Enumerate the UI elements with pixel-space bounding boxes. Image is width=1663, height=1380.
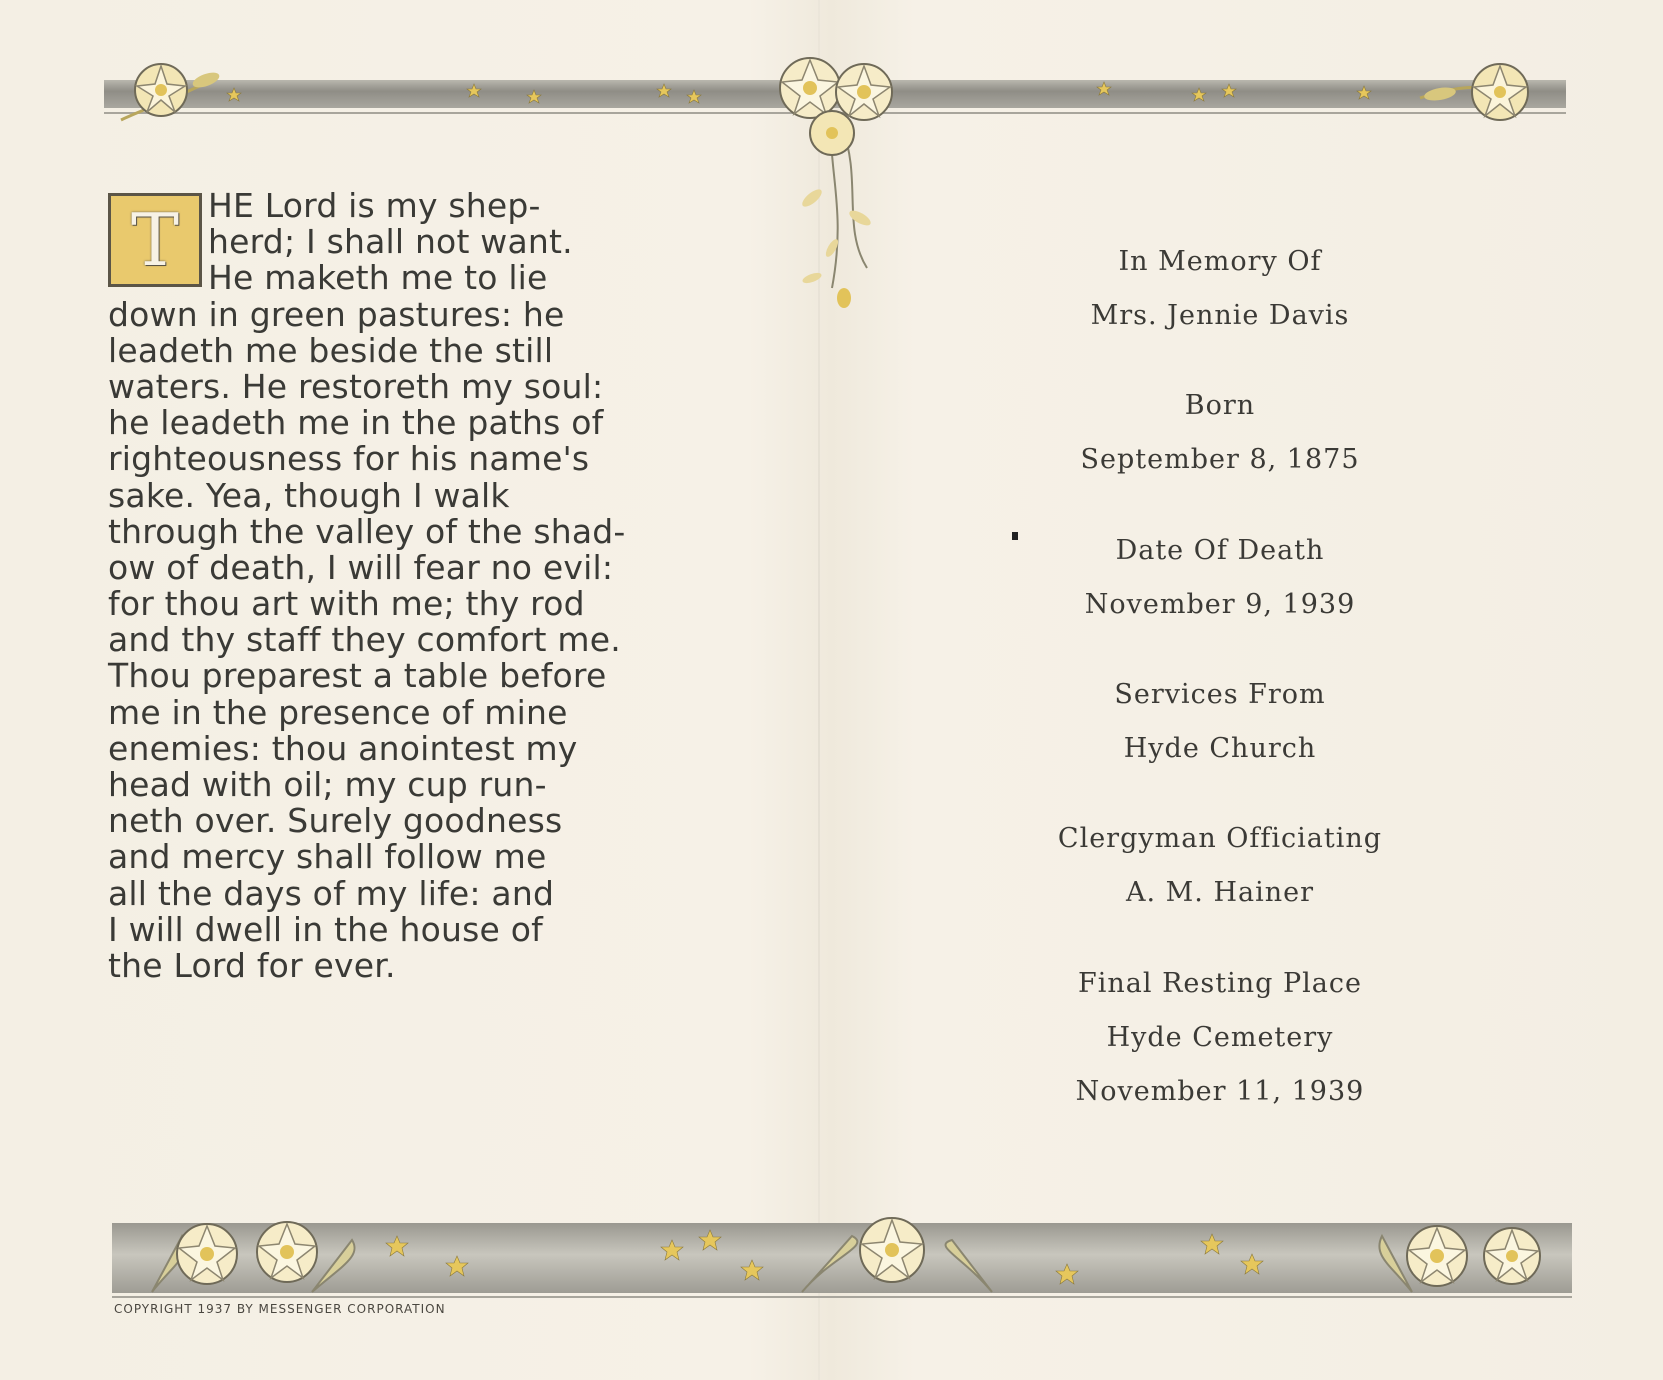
psalm-line: for thou art with me; thy rod bbox=[108, 584, 585, 624]
psalm-text bbox=[108, 186, 626, 985]
memorial-heading: In Memory Of bbox=[1118, 246, 1322, 277]
drop-cap-letter: T bbox=[130, 198, 180, 282]
star-icon bbox=[1097, 82, 1111, 95]
star-icon bbox=[1222, 84, 1236, 97]
star-icon bbox=[657, 84, 671, 97]
psalm-line: and mercy shall follow me bbox=[108, 837, 547, 877]
psalm-line: sake. Yea, though I walk bbox=[108, 475, 510, 515]
psalm-line: leadeth me beside the still bbox=[108, 330, 554, 370]
psalm-line: righteousness for his name's bbox=[108, 439, 590, 479]
resting-date: November 11, 1939 bbox=[1075, 1076, 1365, 1107]
star-icon bbox=[741, 1260, 763, 1280]
star-icon bbox=[699, 1230, 721, 1250]
psalm-line: all the days of my life: and bbox=[108, 873, 555, 913]
star-icon bbox=[446, 1256, 468, 1276]
born-label: Born bbox=[1184, 390, 1256, 421]
psalm-line: I will dwell in the house of bbox=[108, 909, 543, 949]
psalm-line: he leadeth me in the paths of bbox=[108, 403, 604, 443]
psalm-line: head with oil; my cup run- bbox=[108, 765, 547, 804]
star-icon bbox=[661, 1240, 683, 1260]
star-icon bbox=[1357, 86, 1371, 99]
psalm-line: through the valley of the shad- bbox=[108, 511, 626, 551]
death-label: Date Of Death bbox=[1115, 535, 1325, 566]
clergy-name: A. M. Hainer bbox=[1125, 877, 1315, 908]
born-date: September 8, 1875 bbox=[1080, 444, 1360, 475]
psalm-line: He maketh me to lie bbox=[208, 258, 548, 298]
flower-icon bbox=[860, 1218, 924, 1282]
psalm-line: waters. He restoreth my soul: bbox=[108, 366, 604, 406]
psalm-line: me in the presence of mine bbox=[108, 692, 568, 732]
bottom-band-flowers bbox=[112, 1216, 1572, 1296]
copyright-notice: COPYRIGHT 1937 BY MESSENGER CORPORATION bbox=[114, 1302, 446, 1316]
psalm-line: the Lord for ever. bbox=[108, 945, 396, 985]
star-icon bbox=[1201, 1234, 1223, 1254]
psalm-line: neth over. Surely goodness bbox=[108, 801, 563, 841]
star-icon bbox=[1241, 1254, 1263, 1274]
psalm-line: ow of death, I will fear no evil: bbox=[108, 547, 614, 587]
clergy-label: Clergyman Officiating bbox=[1057, 823, 1383, 854]
star-icon bbox=[687, 90, 701, 103]
star-icon bbox=[1192, 88, 1206, 101]
resting-place: Hyde Cemetery bbox=[1106, 1022, 1334, 1053]
psalm-line: and thy staff they comfort me. bbox=[108, 620, 621, 660]
psalm-line: HE Lord is my shep- bbox=[208, 186, 541, 225]
deceased-name: Mrs. Jennie Davis bbox=[1090, 300, 1350, 331]
star-icon bbox=[227, 88, 241, 101]
star-icon bbox=[527, 90, 541, 103]
resting-label: Final Resting Place bbox=[1078, 968, 1362, 999]
star-icon bbox=[1056, 1264, 1078, 1284]
psalm-line: enemies: thou anointest my bbox=[108, 728, 578, 768]
flower-icon bbox=[1484, 1228, 1540, 1284]
flower-icon bbox=[1407, 1226, 1467, 1286]
death-date: November 9, 1939 bbox=[1084, 589, 1356, 620]
flower-icon bbox=[177, 1224, 237, 1284]
psalm-line: down in green pastures: he bbox=[108, 294, 565, 334]
star-icon bbox=[467, 84, 481, 97]
psalm-line: herd; I shall not want. bbox=[208, 222, 573, 262]
services-label: Services From bbox=[1114, 679, 1326, 710]
services-place: Hyde Church bbox=[1123, 733, 1317, 764]
bottom-band-rule bbox=[112, 1296, 1572, 1298]
star-icon bbox=[386, 1236, 408, 1256]
flower-icon bbox=[257, 1222, 317, 1282]
top-band-stars bbox=[104, 80, 1566, 108]
psalm-line: Thou preparest a table before bbox=[108, 656, 607, 696]
